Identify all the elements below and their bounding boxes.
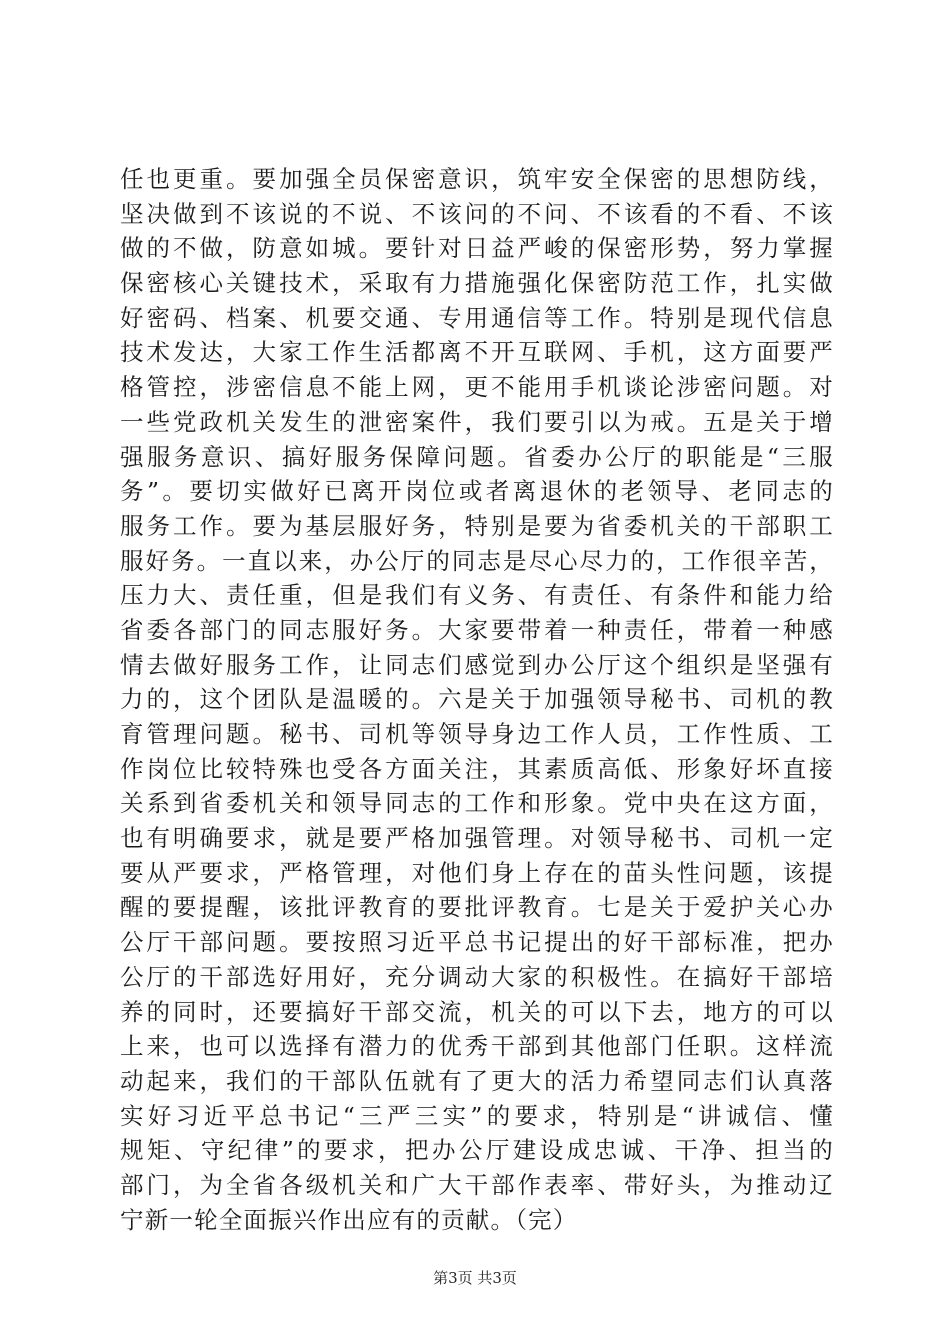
text-line: 任也更重。要加强全员保密意识，筑牢安全保密的思想防线， <box>120 165 834 193</box>
text-line: 动起来，我们的干部队伍就有了更大的活力希望同志们认真落 <box>120 1066 834 1095</box>
text-line: 作岗位比较特殊也受各方面关注，其素质高低、形象好坏直接 <box>120 754 834 783</box>
text-line: 规矩、守纪律”的要求，把办公厅建设成忠诚、干净、担当的 <box>120 1136 834 1165</box>
text-line: 坚决做到不该说的不说、不该问的不问、不该看的不看、不该 <box>120 199 834 228</box>
text-line: 好密码、档案、机要交通、专用通信等工作。特别是现代信息 <box>120 303 834 332</box>
text-line: 服好务。一直以来，办公厅的同志是尽心尽力的，工作很辛苦， <box>120 546 834 575</box>
text-line: 宁新一轮全面振兴作出应有的贡献。（完） <box>120 1205 578 1234</box>
text-line: 醒的要提醒，该批评教育的要批评教育。七是关于爱护关心办 <box>120 893 834 922</box>
text-line: 要从严要求，严格管理，对他们身上存在的苗头性问题，该提 <box>120 858 834 887</box>
page-footer: 第3页 共3页 <box>433 1269 517 1287</box>
text-line: 技术发达，大家工作生活都离不开互联网、手机，这方面要严 <box>120 338 834 367</box>
text-line: 服务工作。要为基层服好务，特别是要为省委机关的干部职工 <box>120 511 834 540</box>
text-line: 部门，为全省各级机关和广大干部作表率、带好头，为推动辽 <box>120 1170 834 1199</box>
text-line: 情去做好服务工作，让同志们感觉到办公厅这个组织是坚强有 <box>120 650 834 679</box>
text-line: 上来，也可以选择有潜力的优秀干部到其他部门任职。这样流 <box>120 1032 834 1061</box>
text-line: 养的同时，还要搞好干部交流，机关的可以下去，地方的可以 <box>120 997 834 1026</box>
document-body <box>120 162 834 1237</box>
text-line: 保密核心关键技术，采取有力措施强化保密防范工作，扎实做 <box>120 269 834 298</box>
text-line: 实好习近平总书记“三严三实”的要求，特别是“讲诚信、懂 <box>120 1101 834 1130</box>
text-line: 做的不做，防意如城。要针对日益严峻的保密形势，努力掌握 <box>120 234 834 263</box>
text-line: 也有明确要求，就是要严格加强管理。对领导秘书、司机一定 <box>120 824 834 853</box>
text-line: 公厅的干部选好用好，充分调动大家的积极性。在搞好干部培 <box>120 962 834 991</box>
text-line: 育管理问题。秘书、司机等领导身边工作人员，工作性质、工 <box>120 720 834 748</box>
text-line: 强服务意识、搞好服务保障问题。省委办公厅的职能是“三服 <box>120 442 834 471</box>
text-line: 关系到省委机关和领导同志的工作和形象。党中央在这方面， <box>120 789 834 818</box>
text-line: 格管控，涉密信息不能上网，更不能用手机谈论涉密问题。对 <box>120 373 834 402</box>
text-line: 省委各部门的同志服好务。大家要带着一种责任，带着一种感 <box>120 615 834 644</box>
text-line: 压力大、责任重，但是我们有义务、有责任、有条件和能力给 <box>120 581 834 610</box>
text-line: 公厅干部问题。要按照习近平总书记提出的好干部标准，把办 <box>120 928 834 957</box>
text-line: 一些党政机关发生的泄密案件，我们要引以为戒。五是关于增 <box>120 407 834 436</box>
text-line: 务”。要切实做好已离开岗位或者离退休的老领导、老同志的 <box>120 477 834 506</box>
text-line: 力的，这个团队是温暖的。六是关于加强领导秘书、司机的教 <box>120 685 834 714</box>
